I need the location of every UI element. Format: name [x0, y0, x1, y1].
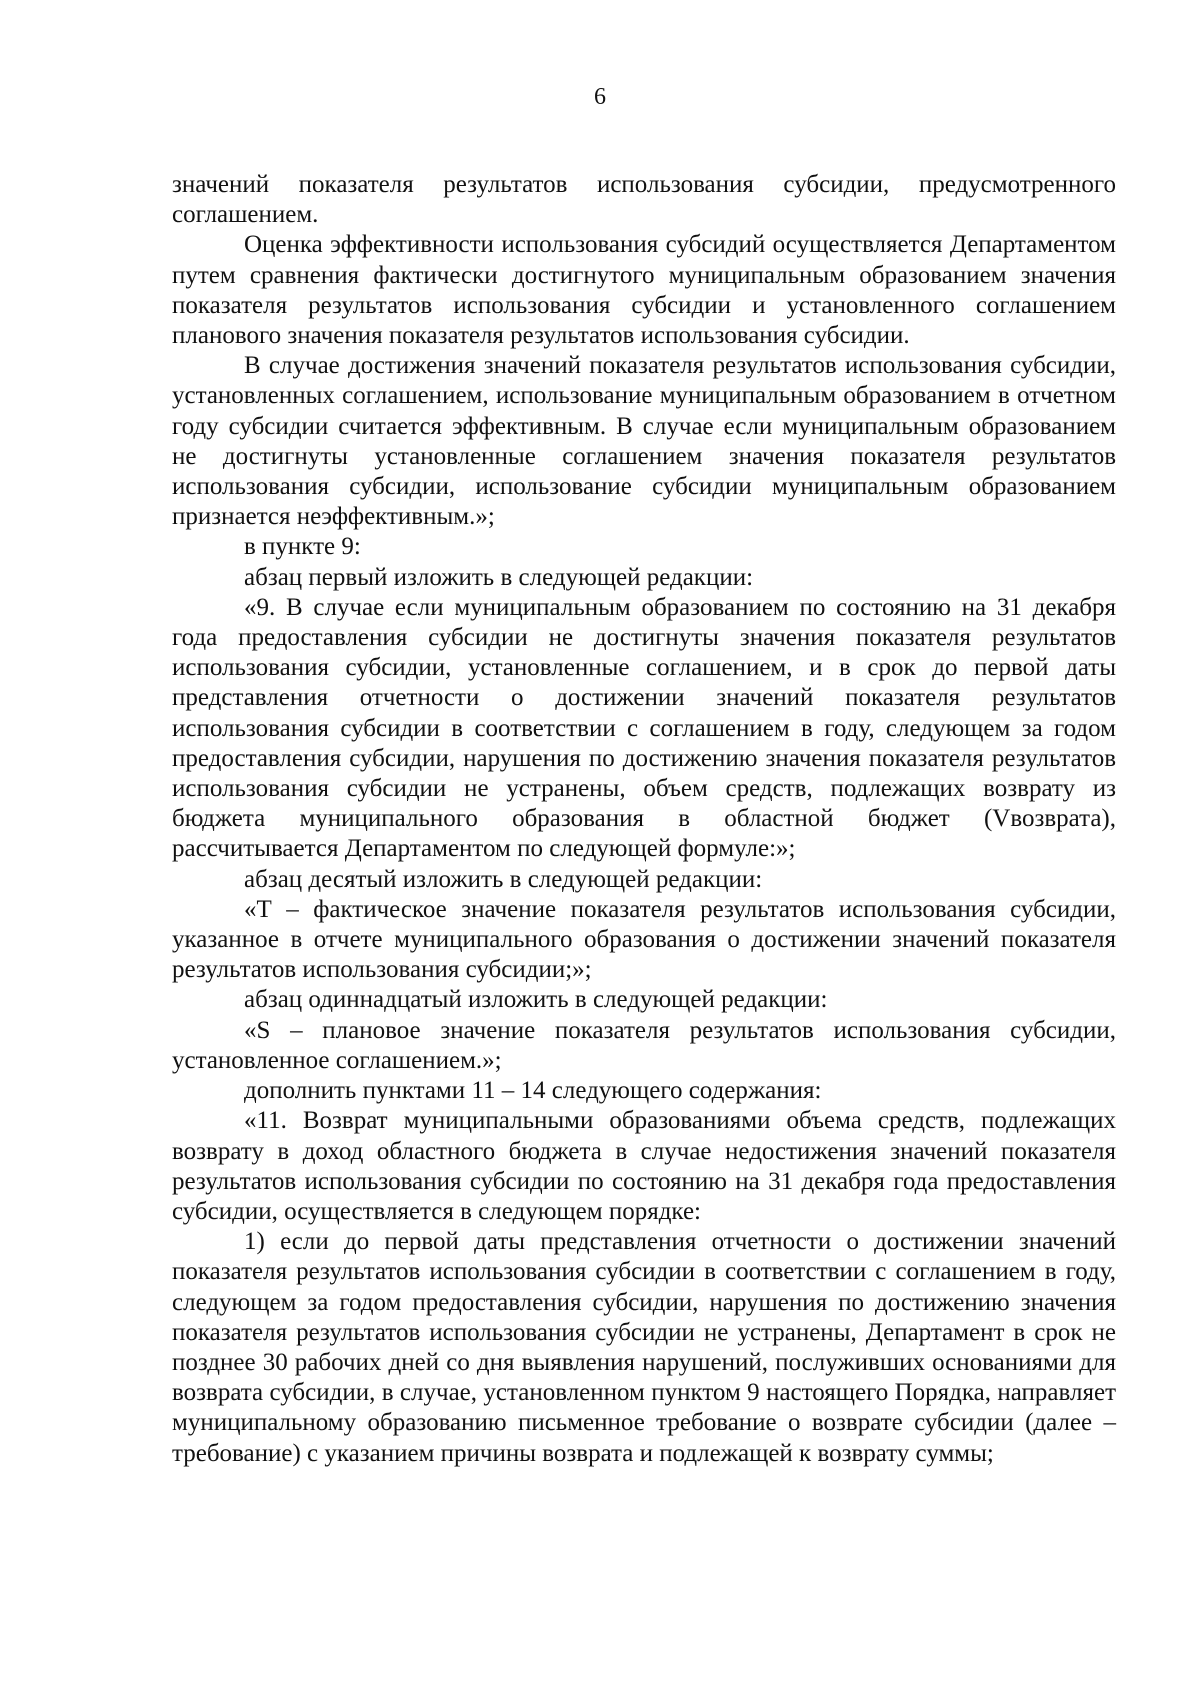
paragraph: «S – плановое значение показателя результатов использования субсидии, установленное соглашением.»; [172, 1016, 1116, 1074]
paragraph: абзац одиннадцатый изложить в следующей редакции: [244, 986, 828, 1014]
paragraph: в пункте 9: [244, 533, 361, 561]
paragraph: «9. В случае если муниципальным образованием по состоянию на 31 декабря года предоставления субсидии не достигнуты значения показателя результатов использования субсидии, установленные соглашением, и в срок до первой даты представления отчетности о достижении значений показателя результатов использования субсидии в соответствии с соглашением в году, следующем за годом предоставления субсидии, нарушения по достижению значения показателя результатов использования субсидии не устранены, объем средств, подлежащих возврату из бюджета муниципального образования в областной бюджет (Vвозврата), рассчитывается Департаментом по следующей формуле:»; [172, 593, 1116, 863]
paragraph: абзац десятый изложить в следующей редакции: [244, 865, 763, 893]
paragraph: «11. Возврат муниципальными образованиями объема средств, подлежащих возврату в доход областного бюджета в случае недостижения значений показателя результатов использования субсидии по состоянию на 31 декабря года предоставления субсидии, осуществляется в следующем порядке: [172, 1107, 1116, 1225]
paragraph: 1) если до первой даты представления отчетности о достижении значений показателя результатов использования субсидии в соответствии с соглашением в году, следующем за годом предоставления субсидии, нарушения по достижению значения показателя результатов использования субсидии не устранены, Департамент в срок не позднее 30 рабочих дней со дня выявления нарушений, послуживших основаниями для возврата субсидии, в случае, установленном пунктом 9 настоящего Порядка, направляет муниципальному образованию письменное требование о возврате субсидии (далее – требование) с указанием причины возврата и подлежащей к возврату суммы; [172, 1228, 1116, 1467]
paragraph: дополнить пунктами 11 – 14 следующего содержания: [244, 1077, 822, 1105]
document-body [172, 170, 1116, 1469]
paragraph: «Т – фактическое значение показателя результатов использования субсидии, указанное в отчете муниципального образования о достижении значений показателя результатов использования субсидии;»; [172, 895, 1116, 984]
paragraph: Оценка эффективности использования субсидий осуществляется Департаментом путем сравнения фактически достигнутого муниципальным образованием значения показателя результатов использования субсидии и установленного соглашением планового значения показателя результатов использования субсидии. [172, 231, 1116, 350]
page-number: 6 [594, 84, 606, 110]
paragraph: абзац первый изложить в следующей редакции: [244, 563, 754, 591]
paragraph: значений показателя результатов использования субсидии, предусмотренного соглашением. [172, 171, 1116, 229]
paragraph: В случае достижения значений показателя результатов использования субсидии, установленных соглашением, использование муниципальным образованием в отчетном году субсидии считается эффективным. В случае если муниципальным образованием не достигнуты установленные соглашением значения показателя результатов использования субсидии, использование субсидии муниципальным образованием признается неэффективным.»; [172, 352, 1116, 531]
